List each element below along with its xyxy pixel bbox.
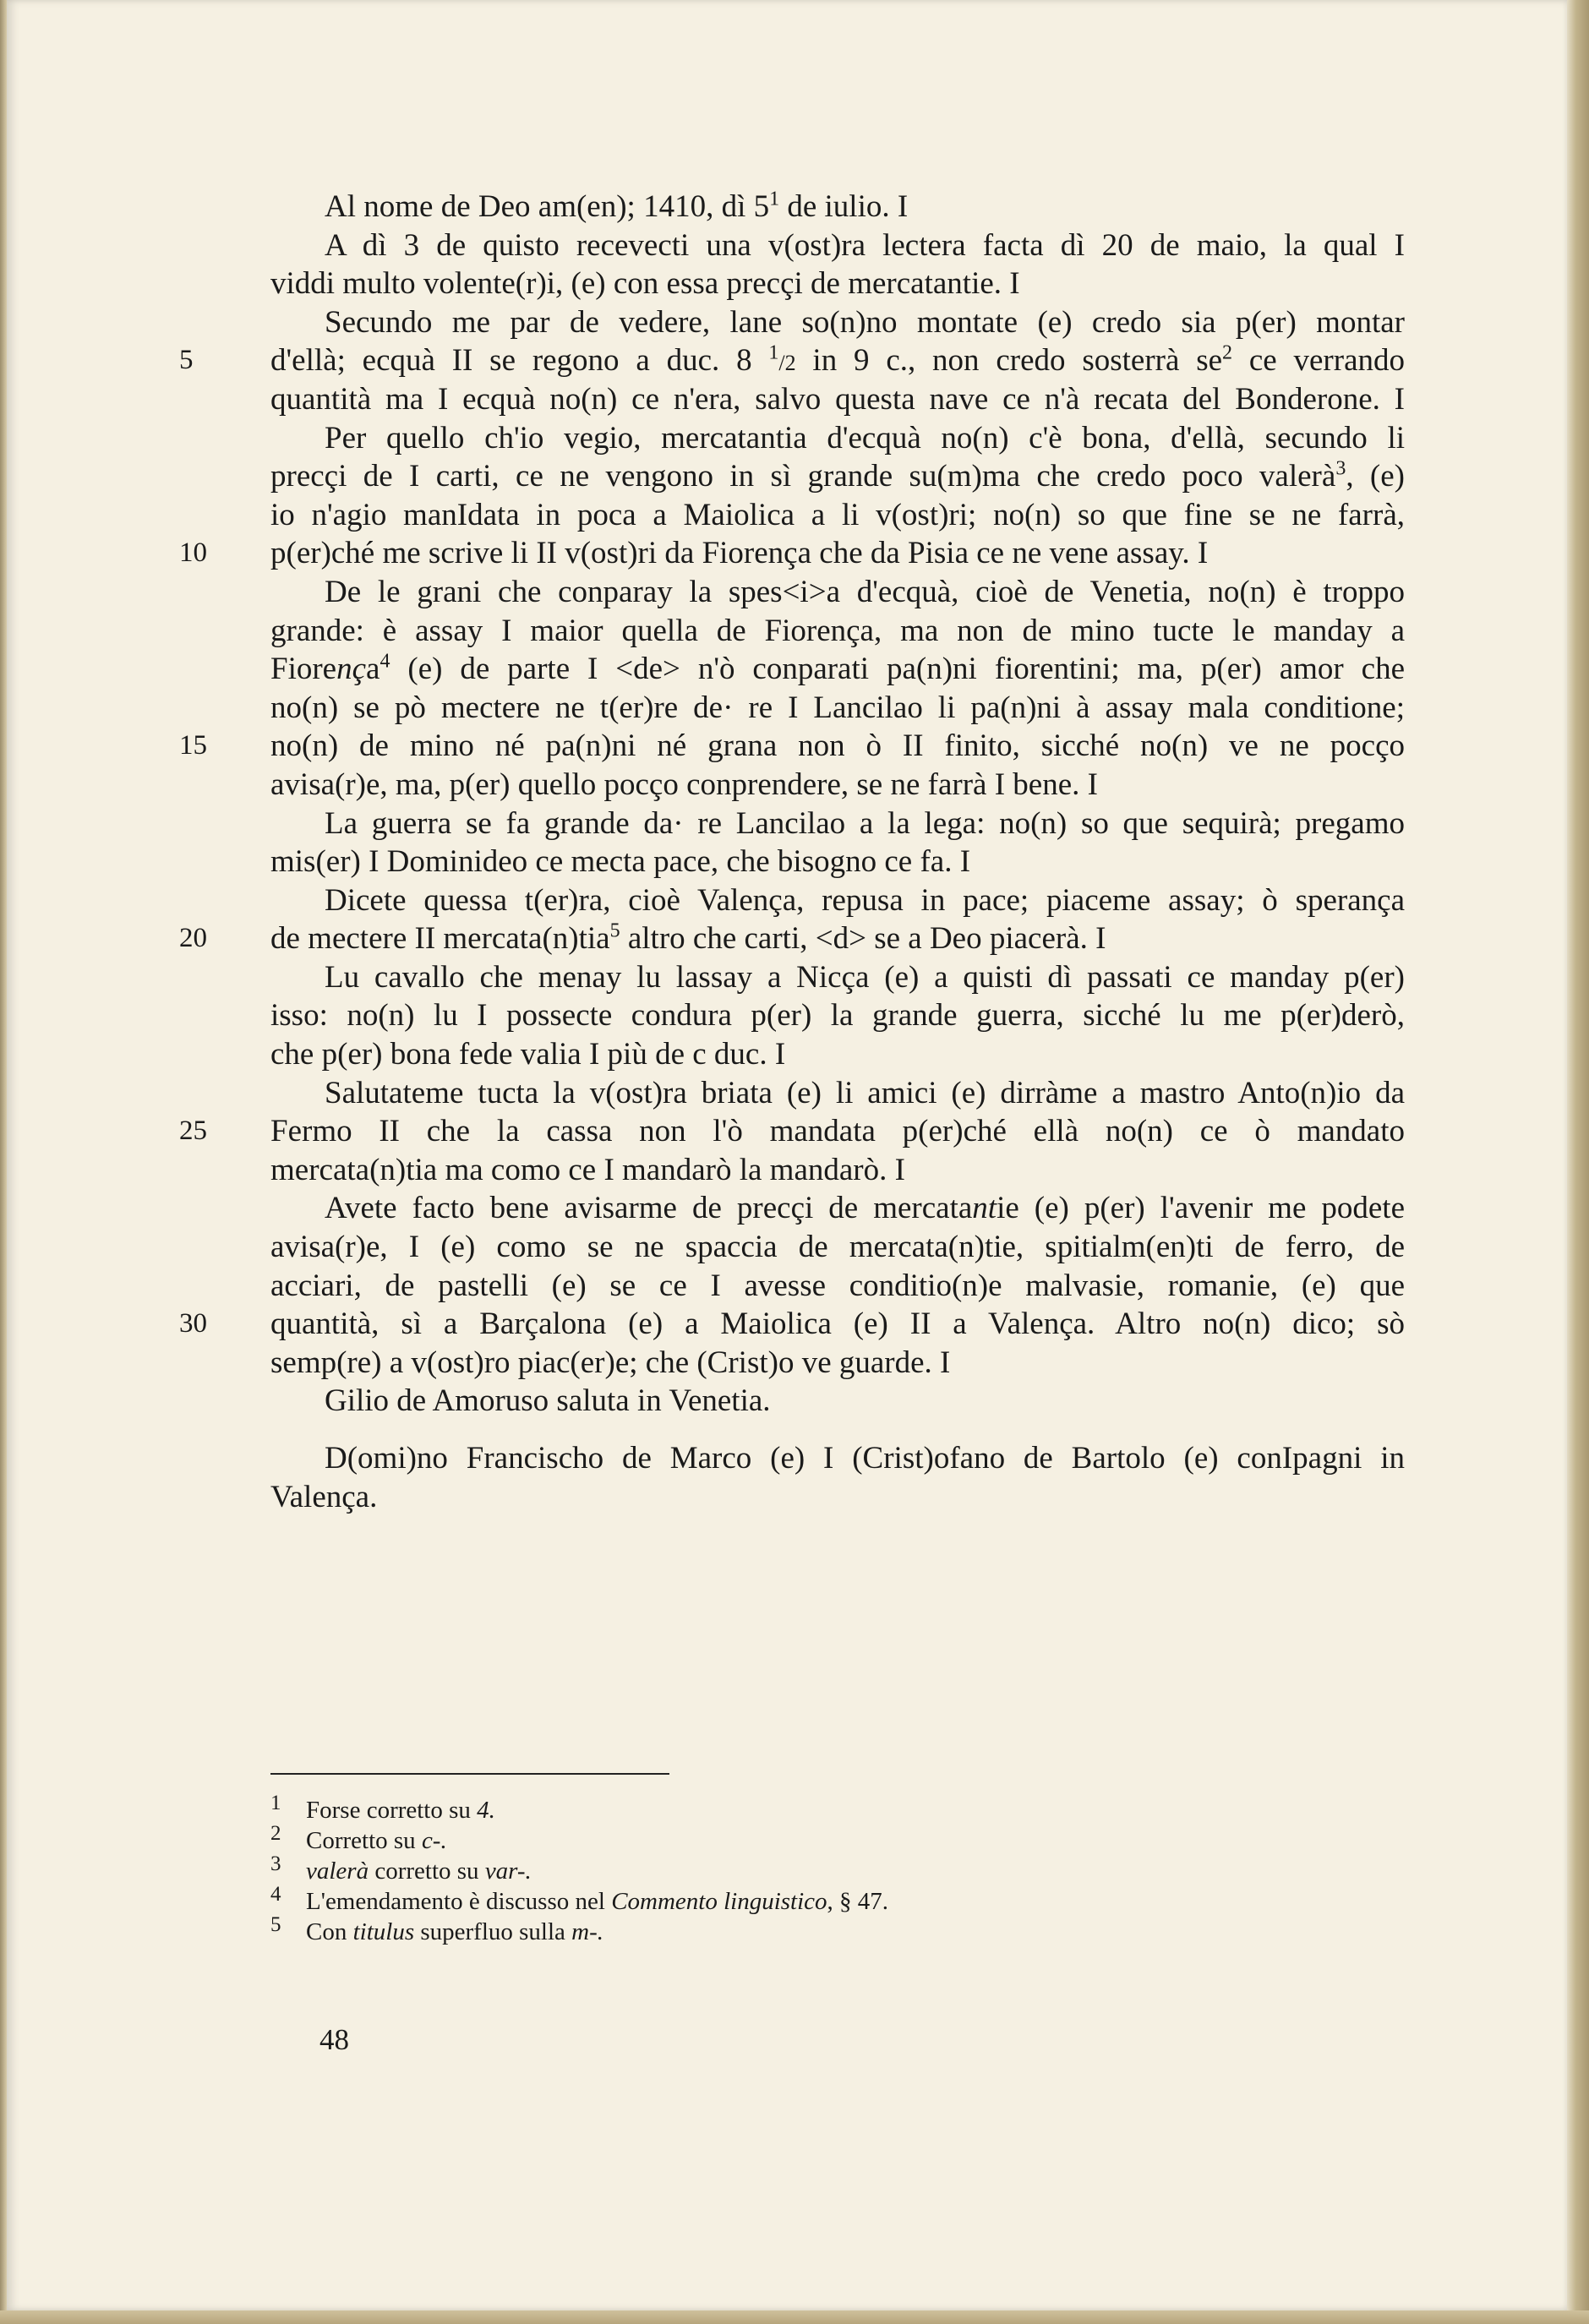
text-line [179, 1305, 1405, 1344]
text-run: de mectere II mercata(n)tia [270, 921, 610, 957]
footnote [270, 1792, 888, 1825]
line-content [270, 728, 1405, 763]
line-content [325, 806, 1405, 841]
text-run: Lu cavallo che menay lu lassay a Nicça (e) a quisti dì passati ce manday p(er) [325, 959, 1405, 995]
text-run: ie (e) p(er) l'avenir me podete [997, 1191, 1405, 1226]
footnote-text [306, 1827, 447, 1854]
text-run: de iulio. I [779, 189, 909, 224]
text-run: isso: no(n) lu I possecte condura p(er) la grande guerra, sicché lu me p(er)derò, [270, 998, 1405, 1034]
page-edge-bottom [0, 2310, 1589, 2324]
line-number: 30 [179, 1308, 207, 1339]
line-content [270, 1307, 1405, 1341]
text-run: viddi multo volente(r)i, (e) con essa precçi de mercatantie. I [270, 266, 1020, 302]
superscript: 1 [768, 342, 779, 365]
text-run: corretto su [369, 1858, 485, 1885]
text-run: Fermo II che la cassa non l'ò mandata p(er)ché ellà no(n) ce ò mandato [270, 1114, 1405, 1149]
line-content [270, 1480, 377, 1514]
text-run: altro che carti, <d> se a Deo piacerà. I [620, 921, 1106, 957]
footnote-rule [270, 1773, 669, 1775]
footnote [270, 1852, 888, 1886]
footnote [270, 1822, 888, 1856]
line-content [325, 575, 1405, 609]
text-run: mis(er) I Dominideo ce mecta pace, che bisogno ce fa. I [270, 844, 971, 880]
line-content [325, 1441, 1405, 1476]
line-content [325, 1076, 1405, 1110]
footnote-number: 4 [270, 1883, 281, 1906]
line-content [270, 690, 1405, 725]
line-number: 5 [179, 345, 194, 376]
text-line [270, 496, 1405, 535]
text-run: superfluo sulla [414, 1918, 572, 1945]
text-line [270, 1478, 1405, 1517]
text-run: quantità, sì a Barçalona (e) a Maiolica (e) II a Valença. Altro no(n) dico; sò [270, 1307, 1405, 1342]
text-line [270, 226, 1405, 265]
text-line [270, 1228, 1405, 1267]
italic-text: Commento linguistico [611, 1888, 827, 1915]
text-line [179, 1112, 1405, 1151]
line-content [325, 883, 1405, 918]
text-run: io n'agio manIdata in poca a Maiolica a li v(ost)ri; no(n) so que fine se ne farrà, [270, 497, 1405, 532]
line-content [270, 998, 1405, 1033]
text-line [270, 188, 1405, 226]
superscript: 3 [1335, 457, 1346, 480]
text-run: avisa(r)e, I (e) como se ne spaccia de mercata(n)tie, spitialm(en)ti de ferro, de [270, 1230, 1405, 1265]
text-run: grande: è assay I maior quella de Fiorença, ma non de mino tucte le manday a [270, 613, 1405, 648]
text-run: Fiore [270, 652, 337, 687]
text-run: (e) de parte I <de> n'ò conparati pa(n)ni fiorentini; ma, p(er) amor che [390, 652, 1405, 687]
text-line [270, 650, 1405, 689]
text-run: Dicete quessa t(er)ra, cioè Valença, repusa in pace; piaceme assay; ò sperança [325, 882, 1405, 918]
text-line [270, 766, 1405, 805]
text-line [270, 958, 1405, 997]
text-run: De le grani che conparay la spes<i>a d'ecquà, cioè de Venetia, no(n) è troppo [325, 574, 1405, 609]
line-number: 20 [179, 923, 207, 954]
line-content [270, 614, 1405, 648]
text-line [270, 380, 1405, 419]
text-run: Salutateme tucta la v(ost)ra briata (e) li amici (e) dirràme a mastro Anto(n)io da [325, 1075, 1405, 1110]
line-content [270, 844, 970, 879]
text-line [270, 1344, 1405, 1383]
line-content [270, 266, 1020, 301]
text-line [270, 612, 1405, 651]
footnote-number: 2 [270, 1822, 281, 1845]
text-line [179, 919, 1405, 958]
line-content [270, 1268, 1405, 1303]
text-line [270, 1439, 1405, 1478]
text-line [270, 881, 1405, 920]
text-line [270, 1382, 1405, 1421]
text-line [270, 573, 1405, 612]
text-run: , (e) [1346, 459, 1405, 494]
italic-text: 4. [477, 1797, 495, 1824]
italic-text: nç [336, 652, 367, 687]
paragraph-gap [270, 1421, 1405, 1439]
footnote-number: 3 [270, 1852, 281, 1875]
italic-text: var-. [484, 1858, 532, 1885]
line-number: 10 [179, 537, 207, 569]
footnote-number: 5 [270, 1913, 281, 1936]
line-content [270, 1114, 1405, 1148]
line-content [325, 189, 908, 224]
text-run: ce verrando [1232, 343, 1405, 379]
line-content [325, 1191, 1405, 1225]
footnotes [270, 1792, 889, 1947]
line-content [270, 382, 1405, 417]
text-line [270, 805, 1405, 843]
text-run: no(n) se pò mectere ne t(er)re de· re I Lancilao li pa(n)ni à assay mala conditione; [270, 690, 1405, 725]
text-run: Gilio de Amoruso saluta in Venetia. [325, 1383, 771, 1419]
footnote-text [306, 1858, 532, 1885]
line-content [270, 1345, 950, 1380]
line-number: 25 [179, 1116, 207, 1147]
text-run: quantità ma I ecquà no(n) ce n'era, salvo questa nave ce n'à recata del Bonderone. I [270, 381, 1405, 417]
line-content [270, 1153, 905, 1187]
text-run: Per quello ch'io vegio, mercatantia d'ecquà no(n) c'è bona, d'ellà, secundo li [325, 420, 1405, 456]
text-line [270, 419, 1405, 458]
superscript: 2 [1222, 342, 1233, 365]
text-run: no(n) de mino né pa(n)ni né grana non ò II finito, sicché no(n) ve ne pocço [270, 728, 1405, 764]
line-content [270, 343, 1405, 378]
text-run: in 9 c., non credo sosterrà se [795, 343, 1223, 379]
text-run: p(er)ché me scrive li II v(ost)ri da Fiorença che da Pisia ce ne vene assay. I [270, 536, 1209, 571]
text-run: che p(er) bona fede valia I più de c duc. I [270, 1037, 786, 1072]
italic-text: valerà [306, 1858, 369, 1885]
text-run: d'ellà; ecquà II se regono a duc. 8 [270, 343, 769, 379]
line-content [270, 921, 1106, 956]
letter-body [179, 188, 1405, 1516]
superscript: 1 [769, 188, 780, 210]
line-content [270, 767, 1098, 802]
superscript: 4 [380, 650, 390, 673]
text-line [270, 996, 1405, 1035]
text-run: Con [306, 1918, 353, 1945]
text-run: precçi de I carti, ce ne vengono in sì grande su(m)ma che credo poco valerà [270, 459, 1336, 494]
text-run: Corretto su [306, 1827, 422, 1854]
text-run: Secundo me par de vedere, lane so(n)no montate (e) credo sia p(er) montar [325, 304, 1405, 340]
line-number: 15 [179, 730, 207, 761]
line-content [325, 1383, 771, 1418]
line-content [270, 1230, 1405, 1264]
page-edge-right [1567, 0, 1589, 2324]
text-line [270, 689, 1405, 728]
text-run: D(omi)no Francischo de Marco (e) I (Crist)ofano de Bartolo (e) conIpagni in [325, 1441, 1405, 1476]
line-content [270, 1037, 785, 1072]
text-run: mercata(n)tia ma como ce I mandarò la mandarò. I [270, 1152, 905, 1187]
text-line [270, 1267, 1405, 1306]
line-content [325, 421, 1405, 456]
line-content [325, 960, 1405, 995]
text-run: Valença. [270, 1479, 378, 1514]
italic-text: c-. [421, 1827, 447, 1854]
fraction: /2 [778, 351, 796, 376]
footnote [270, 1883, 889, 1917]
line-content [270, 498, 1405, 532]
text-line [270, 265, 1405, 303]
text-run: L'emendamento è discusso nel [306, 1888, 612, 1915]
text-line [270, 1189, 1405, 1228]
footnote-number: 1 [270, 1792, 281, 1814]
line-content [270, 652, 1405, 686]
text-run: La guerra se fa grande da· re Lancilao a la lega: no(n) so que sequirà; pregamo [325, 805, 1405, 841]
line-content [270, 459, 1405, 494]
footnote-text [306, 1918, 603, 1945]
text-run: acciari, de pastelli (e) se ce I avesse conditio(n)e malvasie, romanie, (e) que [270, 1268, 1405, 1303]
line-content [270, 536, 1208, 570]
italic-text: nt [972, 1191, 997, 1226]
text-run: Avete facto bene avisarme de precçi de mercata [325, 1191, 973, 1226]
text-run: , § 47. [827, 1888, 889, 1915]
text-run: Forse corretto su [306, 1797, 478, 1824]
text-line [270, 303, 1405, 342]
text-line [270, 1151, 1405, 1190]
footnote [270, 1913, 888, 1947]
page-number: 48 [319, 2023, 349, 2056]
footnote-text [306, 1797, 495, 1824]
text-line [179, 727, 1405, 766]
italic-text: m-. [571, 1918, 604, 1945]
text-line [179, 341, 1405, 380]
text-run: Al nome de Deo am(en); 1410, dì 5 [325, 189, 770, 224]
superscript: 5 [609, 919, 620, 942]
book-spine-shadow [0, 0, 7, 2324]
text-line [270, 843, 1405, 881]
italic-text: titulus [352, 1918, 415, 1945]
text-line [270, 1035, 1405, 1074]
text-line [270, 457, 1405, 496]
footnote-text [306, 1888, 888, 1915]
line-content [325, 305, 1405, 340]
text-run: A dì 3 de quisto recevecti una v(ost)ra lectera facta dì 20 de maio, la qual I [325, 227, 1405, 263]
text-run: avisa(r)e, ma, p(er) quello pocço conprendere, se ne farrà I bene. I [270, 766, 1098, 802]
text-run: a [366, 652, 380, 687]
text-run: semp(re) a v(ost)ro piac(er)e; che (Crist)o ve guarde. I [270, 1345, 951, 1380]
line-content [325, 228, 1405, 263]
text-line [179, 534, 1405, 573]
text-line [270, 1074, 1405, 1113]
